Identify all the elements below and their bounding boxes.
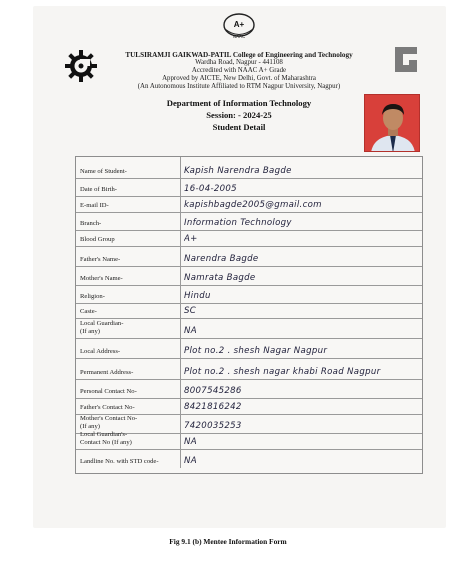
- field-label: Name of Student-: [80, 167, 127, 175]
- column-divider: [180, 247, 181, 266]
- table-row: [76, 304, 422, 319]
- table-row: [76, 359, 422, 380]
- naac-label: NAAC: [232, 34, 246, 39]
- handwritten-value: SC: [184, 306, 197, 316]
- table-row: [76, 267, 422, 286]
- department-block: [100, 97, 378, 133]
- table-row: [76, 213, 422, 231]
- naac-grade: A+: [233, 20, 245, 29]
- column-divider: [180, 319, 181, 338]
- college-address: Wardha Road, Nagpur - 441108: [195, 59, 283, 67]
- column-divider: [180, 179, 181, 196]
- column-divider: [180, 304, 181, 318]
- handwritten-value: Information Technology: [184, 218, 292, 228]
- field-label: Caste-: [80, 307, 97, 315]
- approval-line: Approved by AICTE, New Delhi, Govt. of Maharashtra: [162, 75, 316, 83]
- college-name: TULSIRAMJI GAIKWAD-PATIL College of Engineering and Technology: [125, 51, 353, 59]
- table-row: [76, 339, 422, 359]
- field-label: Branch-: [80, 219, 102, 227]
- field-label: Local Guardian's- Contact No (If any): [80, 431, 132, 446]
- handwritten-value: Kapish Narendra Bagde: [184, 166, 292, 176]
- handwritten-value: Narendra Bagde: [184, 254, 259, 264]
- gear-logo: [64, 49, 98, 83]
- column-divider: [180, 339, 181, 358]
- column-divider: [180, 399, 181, 414]
- column-divider: [180, 157, 181, 178]
- field-label: Mother's Contact No- (If any): [80, 415, 138, 430]
- handwritten-value: A+: [184, 234, 198, 244]
- student-detail-table: [75, 156, 423, 474]
- table-row: [76, 247, 422, 267]
- field-label: Religion-: [80, 292, 105, 300]
- table-row: [76, 319, 422, 339]
- handwritten-value: 16-04-2005: [184, 184, 237, 194]
- table-row: [76, 157, 422, 179]
- field-label: Blood Group: [80, 235, 115, 243]
- table-row: [76, 431, 422, 450]
- table-row: [76, 399, 422, 415]
- form-title: Student Detail: [212, 122, 266, 132]
- field-label: Date of Birth-: [80, 185, 117, 193]
- column-divider: [180, 267, 181, 285]
- handwritten-value: Namrata Bagde: [184, 273, 256, 283]
- table-row: [76, 450, 422, 468]
- column-divider: [180, 380, 181, 398]
- column-divider: [180, 415, 181, 433]
- handwritten-value: Plot no.2 . shesh nagar khabi Road Nagpur: [184, 367, 381, 377]
- handwritten-value: Hindu: [184, 291, 211, 301]
- field-label: Permanent Address-: [80, 368, 134, 376]
- table-row: [76, 380, 422, 399]
- session-label: Session: - 2024-25: [206, 110, 272, 120]
- table-row: [76, 231, 422, 247]
- column-divider: [180, 213, 181, 230]
- column-divider: [180, 231, 181, 246]
- column-divider: [180, 359, 181, 379]
- affiliation-line: (An Autonomous Institute Affiliated to RTM Nagpur University, Nagpur): [137, 83, 341, 91]
- field-label: E-mail ID-: [80, 201, 109, 209]
- student-portrait: [365, 95, 420, 152]
- column-divider: [180, 434, 181, 449]
- figure-caption: Fig 9.1 (b) Mentee Information Form: [169, 537, 287, 546]
- handwritten-value: 8007545286: [184, 386, 242, 396]
- handwritten-value: NA: [184, 456, 197, 466]
- field-label: Personal Contact No-: [80, 387, 137, 395]
- student-photo: [364, 94, 420, 152]
- department-title: Department of Information Technology: [166, 98, 312, 108]
- table-row: [76, 179, 422, 197]
- table-row: [76, 286, 422, 304]
- college-header: [100, 51, 378, 91]
- handwritten-value: NA: [184, 437, 197, 447]
- field-label: Local Guardian- (If any): [80, 320, 124, 335]
- handwritten-value: Plot no.2 . shesh Nagar Nagpur: [184, 346, 328, 356]
- handwritten-value: kapishbagde2005@gmail.com: [184, 200, 322, 210]
- column-divider: [180, 286, 181, 303]
- handwritten-value: NA: [184, 326, 197, 336]
- field-label: Father's Name-: [80, 255, 121, 263]
- handwritten-value: 7420035253: [184, 421, 242, 431]
- field-label: Father's Contact No-: [80, 403, 135, 411]
- field-label: Local Address-: [80, 347, 121, 355]
- naac-badge-logo: [219, 11, 259, 42]
- accreditation-line: Accredited with NAAC A+ Grade: [191, 67, 287, 75]
- handwritten-value: 8421816242: [184, 402, 242, 412]
- column-divider: [180, 197, 181, 212]
- field-label: Mother's Name-: [80, 274, 123, 282]
- table-row: [76, 197, 422, 213]
- g-letter-logo: [391, 43, 421, 76]
- column-divider: [180, 450, 181, 468]
- field-label: Landline No. with STD code-: [80, 457, 159, 465]
